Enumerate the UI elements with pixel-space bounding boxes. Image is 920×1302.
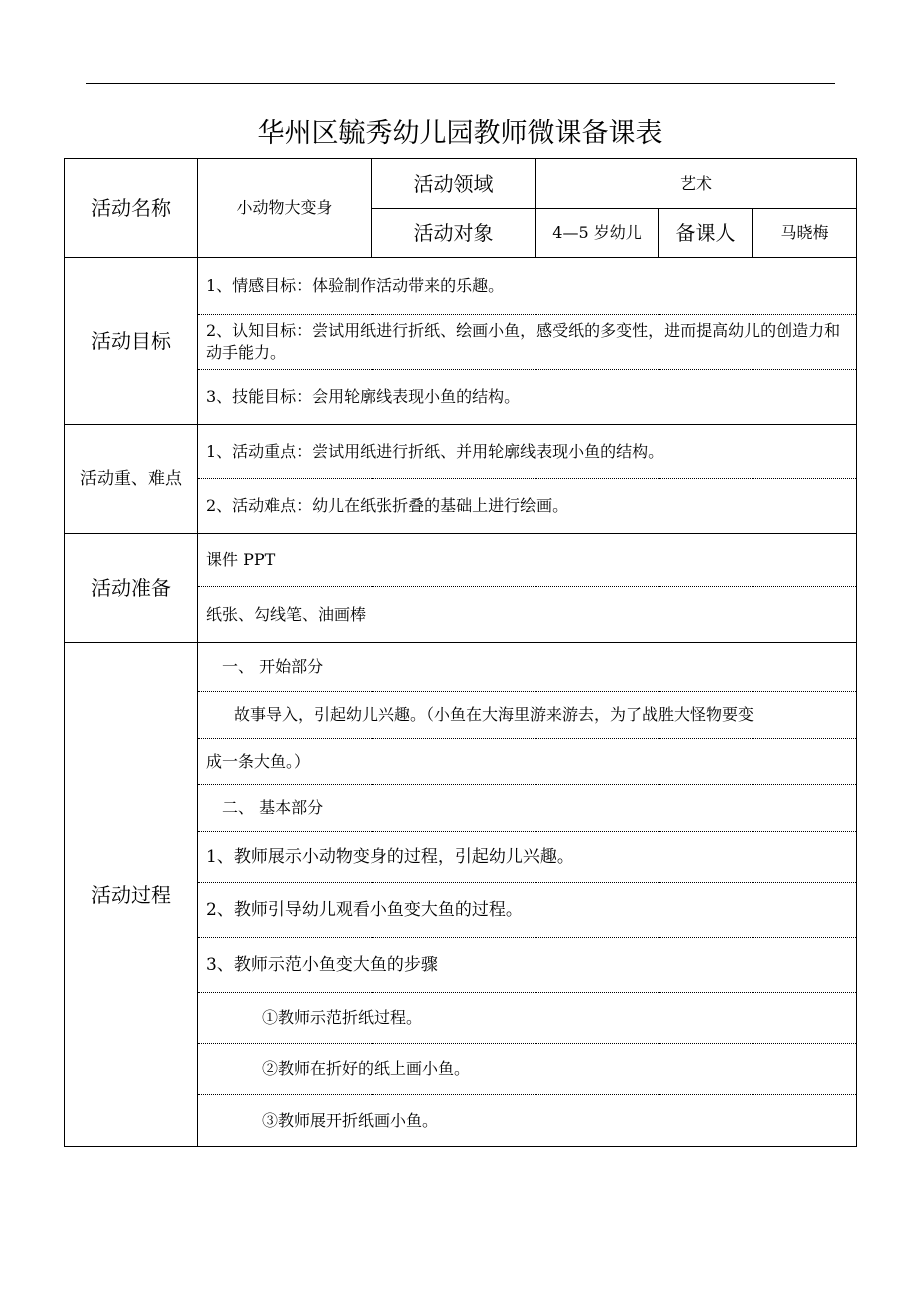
activity-target-value: 4—5 岁幼儿 [536,209,659,258]
process-label: 活动过程 [65,643,198,1147]
goal-item: 2、认知目标：尝试用纸进行折纸、绘画小鱼，感受纸的多变性，进而提高幼儿的创造力和动手能力。 [198,315,857,370]
process-section-heading: 一、 开始部分 [198,643,857,692]
key-points-label: 活动重、难点 [65,425,198,534]
document-title: 华州区毓秀幼儿园教师微课备课表 [257,118,663,149]
process-substep: ③教师展开折纸画小鱼。 [198,1095,857,1147]
preparation-item: 纸张、勾线笔、油画棒 [198,587,857,643]
key-point-item: 1、活动重点：尝试用纸进行折纸、并用轮廓线表现小鱼的结构。 [198,425,857,479]
header-rule [86,83,835,84]
process-substep: ②教师在折好的纸上画小鱼。 [198,1044,857,1095]
key-point-row [65,425,857,479]
activity-target-label: 活动对象 [372,209,536,258]
key-point-item: 2、活动难点：幼儿在纸张折叠的基础上进行绘画。 [198,479,857,534]
lesson-plan-table [64,158,857,1147]
activity-field-label: 活动领域 [372,159,536,209]
activity-name-label: 活动名称 [65,159,198,258]
goals-label: 活动目标 [65,258,198,425]
process-row [65,643,857,692]
process-section-heading: 二、 基本部分 [198,785,857,832]
goal-item: 1、情感目标：体验制作活动带来的乐趣。 [198,258,857,315]
goal-item: 3、技能目标：会用轮廓线表现小鱼的结构。 [198,370,857,425]
process-step: 1、教师展示小动物变身的过程，引起幼儿兴趣。 [198,832,857,883]
preparation-row [65,534,857,587]
goal-row [65,258,857,315]
process-substep: ①教师示范折纸过程。 [198,993,857,1044]
process-step: 2、教师引导幼儿观看小鱼变大鱼的过程。 [198,883,857,938]
activity-field-value: 艺术 [536,159,857,209]
process-step: 3、教师示范小鱼变大鱼的步骤 [198,938,857,993]
header-row-1 [65,159,857,209]
process-text: 故事导入，引起幼儿兴趣。（小鱼在大海里游来游去，为了战胜大怪物要变 [198,692,857,739]
process-text: 成一条大鱼。） [198,739,857,785]
preparation-label: 活动准备 [65,534,198,643]
preparer-value: 马晓梅 [753,209,857,258]
preparer-label: 备课人 [659,209,753,258]
preparation-item: 课件 PPT [198,534,857,587]
activity-name-value: 小动物大变身 [198,159,372,258]
